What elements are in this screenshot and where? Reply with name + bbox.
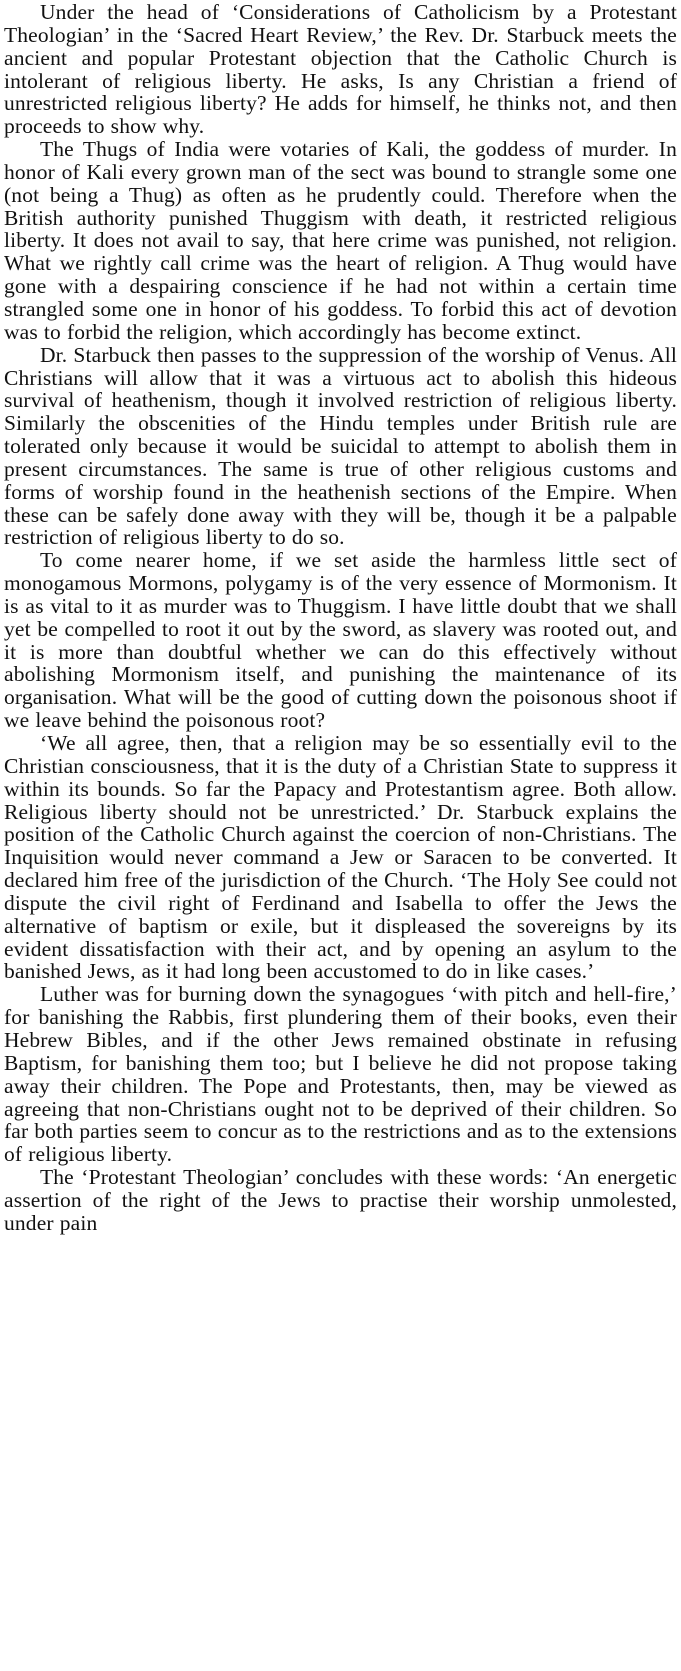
paragraph-mormonism: To come nearer home, if we set aside the harmless little sect of monogamous Mormons, polygamy is of the very essence of Mormonism. It is as vital to it as murder was to Thuggism. I have little doubt that we shall yet be compelled to root it out by the sword, as slavery was rooted out, and it is more than doubtful whether we can do this effectively without abolishing Mormonism itself, and punishing the maintenance of its organisation. What will be the good of cutting down the poisonous shoot if we leave behind the poisonous root?: [4, 548, 677, 733]
paragraph-luther-synagogues: Luther was for burning down the synagogues ‘with pitch and hell-fire,’ for banishing the Rabbis, first plundering them of their books, even their Hebrew Bibles, and if the other Jews remained obstinate in refusing Baptism, for banishing them too; but I believe he did not propose taking away their children. The Pope and Protestants, then, may be viewed as agreeing that non-Christians ought not to be deprived of their children. So far both parties seem to concur as to the restrictions and as to the extensions of religious liberty.: [4, 982, 677, 1167]
paragraph-worship-of-venus: Dr. Starbuck then passes to the suppression of the worship of Venus. All Christians will allow that it was a virtuous act to abolish this hideous survival of heathenism, though it involved restriction of religious liberty. Similarly the obscenities of the Hindu temples under British rule are tolerated only because it would be suicidal to attempt to abolish them in present circumstances. The same is true of other religious customs and forms of worship found in the heathenish sections of the Empire. When these can be safely done away with they will be, though it be a palpable restriction of religious liberty to do so.: [4, 342, 677, 550]
paragraph-protestant-theologian-conclusion: The ‘Protestant Theologian’ concludes with these words: ‘An energetic assertion of the right of the Jews to practise their worship unmolested, under pain: [4, 1165, 677, 1235]
article-column: [4, 1, 677, 1235]
newspaper-page: [4, 1, 677, 1671]
paragraph-religious-liberty-agreement: ‘We all agree, then, that a religion may be so essentially evil to the Christian consciousness, that it is the duty of a Christian State to suppress it within its bounds. So far the Papacy and Protestantism agree. Both allow. Religious liberty should not be unrestricted.’ Dr. Starbuck explains the position of the Catholic Church against the coercion of non-Christians. The Inquisition would never command a Jew or Saracen to be converted. It declared him free of the jurisdiction of the Church. ‘The Holy See could not dispute the civil right of Ferdinand and Isabella to offer the Jews the alternative of baptism or exile, but it displeased the sovereigns by its evident dissatisfaction with their act, and by opening an asylum to the banished Jews, as it had long been accustomed to do in like cases.’: [4, 731, 677, 984]
paragraph-starbuck-intro: Under the head of ‘Considerations of Catholicism by a Protestant Theologian’ in the ‘Sacred Heart Review,’ the Rev. Dr. Starbuck meets the ancient and popular Protestant objection that the Catholic Church is intolerant of religious liberty. He asks, Is any Christian a friend of unrestricted religious liberty? He adds for himself, he thinks not, and then proceeds to show why.: [4, 1, 677, 139]
paragraph-thugs-of-india: The Thugs of India were votaries of Kali, the goddess of murder. In honor of Kali every grown man of the sect was bound to strangle some one (not being a Thug) as often as he prudently could. Therefore when the British authority punished Thuggism with death, it restricted religious liberty. It does not avail to say, that here crime was punished, not religion. What we rightly call crime was the heart of religion. A Thug would have gone with a despairing conscience if he had not within a certain time strangled some one in honor of his goddess. To forbid this act of devotion was to forbid the religion, which accordingly has become extinct.: [4, 137, 677, 344]
